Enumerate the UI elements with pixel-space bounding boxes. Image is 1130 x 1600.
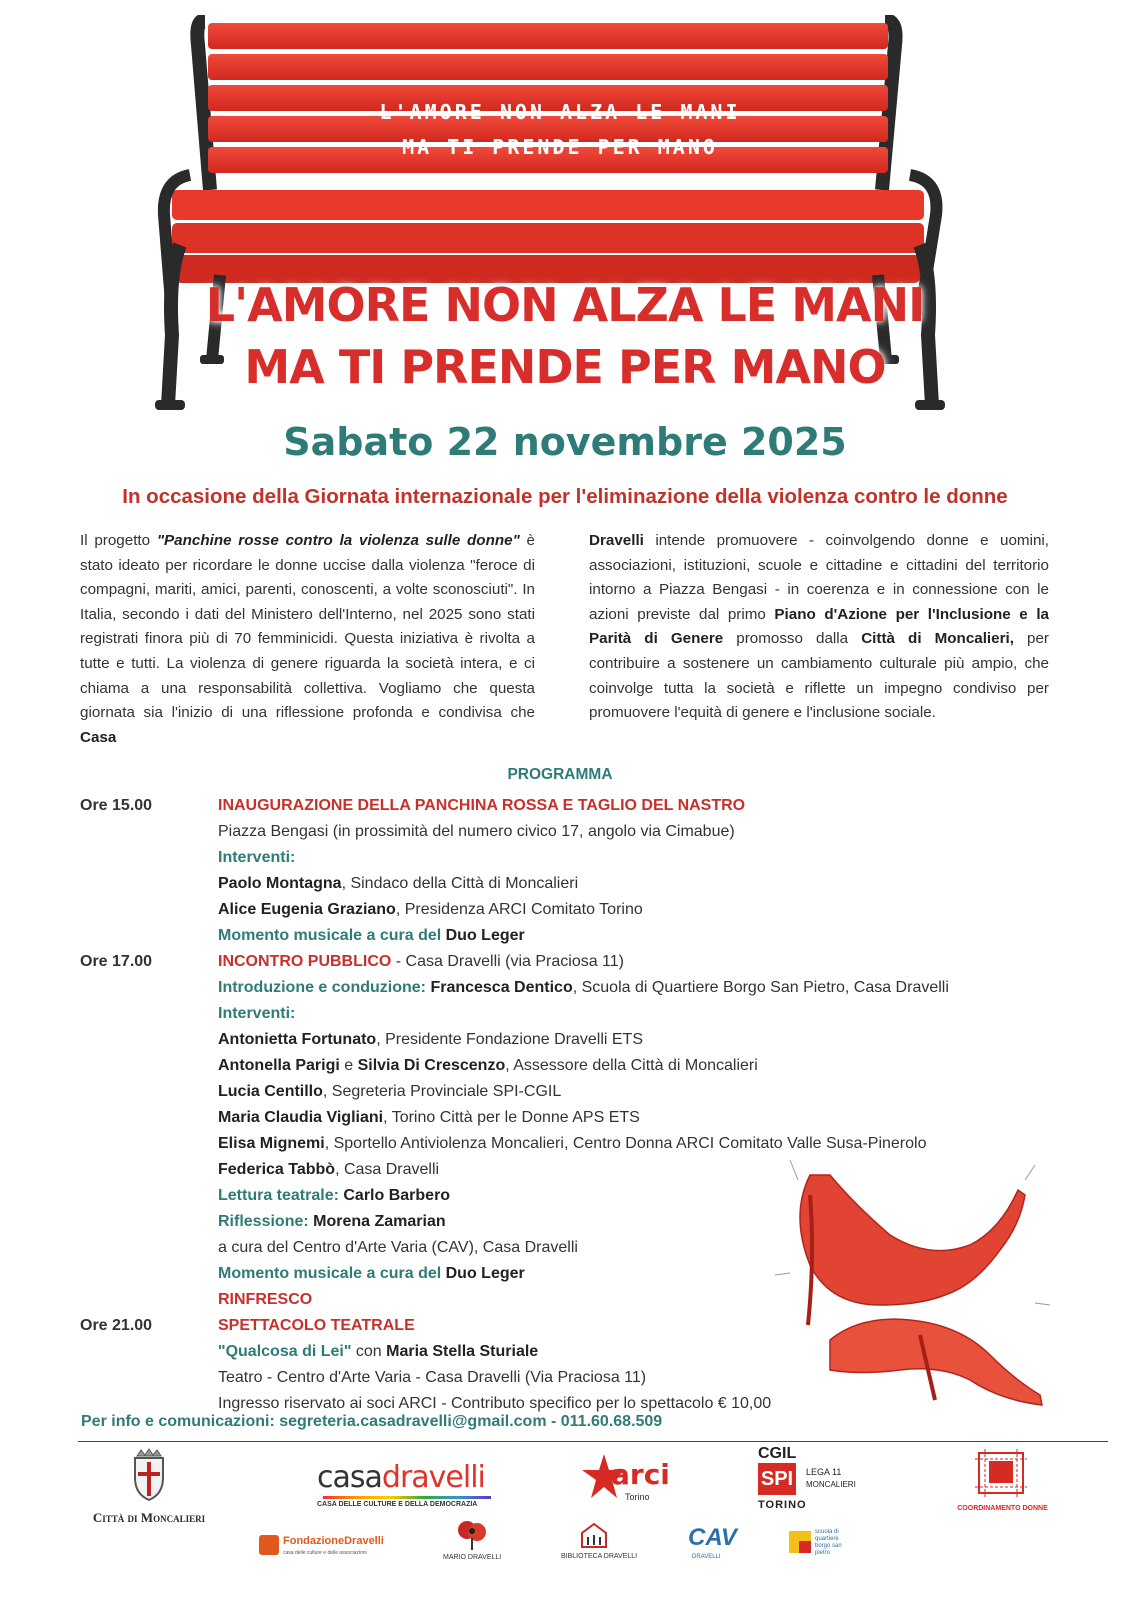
programme-entry <box>218 1313 415 1339</box>
library-icon <box>579 1521 609 1549</box>
programme-entry-text: Antonietta Fortunato <box>218 1031 377 1048</box>
programme-entry-text: "Qualcosa di Lei" <box>218 1343 352 1360</box>
programme-entry <box>218 1235 578 1261</box>
programme-entry <box>218 1131 926 1157</box>
biblioteca-dravelli-logo: BIBLIOTECA DRAVELLI <box>561 1521 631 1567</box>
programme-entry <box>218 793 745 819</box>
coordinamento-mark-icon <box>971 1445 1031 1500</box>
programme-entry <box>218 1027 643 1053</box>
programme-entry-text: INCONTRO PUBBLICO <box>218 953 392 970</box>
programme-entry-text: , Casa Dravelli <box>335 1161 440 1178</box>
programme-entry-text: Francesca Dentico <box>430 979 573 996</box>
programme-entry <box>218 1053 758 1079</box>
programme-entry <box>218 1287 312 1313</box>
programme-entry-text: RINFRESCO <box>218 1291 313 1308</box>
programme-entry-text: - Casa Dravelli (via Praciosa 11) <box>391 953 624 970</box>
programme-entry <box>218 1261 525 1287</box>
programme-entry-text: , Presidenza ARCI Comitato Torino <box>395 901 643 918</box>
programme-entry-text: Momento musicale a cura del <box>218 927 446 944</box>
programme-entry <box>218 819 735 845</box>
programme-entry-text: Interventi: <box>218 1005 296 1022</box>
main-title-line-2: MA TI PRENDE PER MANO <box>244 340 886 394</box>
programme-entry-text: Maria Stella Sturiale <box>386 1343 539 1360</box>
programme-entry <box>218 1105 640 1131</box>
occasion-subtitle: In occasione della Giornata internazionale per l'eliminazione della violenza contro le donne <box>122 485 1008 508</box>
programme-entry <box>218 1001 295 1027</box>
programme-entry-text: , Sportello Antiviolenza Moncalieri, Centro Donna ARCI Comitato Valle Susa-Pinerolo <box>324 1135 927 1152</box>
programme-entry <box>218 1365 646 1391</box>
programme-entry <box>218 871 578 897</box>
programme-entry-text: SPETTACOLO TEATRALE <box>218 1317 415 1334</box>
coordinamento-donne-logo: COORDINAMENTO DONNE <box>955 1445 1050 1517</box>
casadravelli-logo: casadravelli CASA DELLE CULTURE E DELLA DEMOCRAZIA <box>317 1460 492 1512</box>
programme-entry <box>218 923 525 949</box>
intro-text-right: Dravelli intende promuovere - coinvolgendo donne e uomini, associazioni, istituzioni, scuole e cittadine e cittadini del territorio intorno a Piazza Bengasi - in coerenza e in connessione con le azioni previste dal primo Piano d'Azione per l'Inclusione e la Parità di Genere promosso dalla Città di Moncalieri, per contribuire a sostenere un cambiamento culturale più ampio, che coinvolge tutta la società e riflette un impegno condiviso per promuovere l'equità di genere e l'inclusione sociale. <box>589 532 1049 722</box>
programme-entry-text: Antonella Parigi <box>218 1057 340 1074</box>
programme-entry <box>218 897 643 923</box>
programme-entry-text: Elisa Mignemi <box>218 1135 325 1152</box>
programme-time: Ore 21.00 <box>80 1317 153 1334</box>
programme-entry-text: Lettura teatrale: <box>218 1187 344 1204</box>
programme-entry-text: , Assessore della Città di Moncalieri <box>505 1057 758 1074</box>
red-shoes-illustration <box>770 1155 1060 1415</box>
poppy-icon <box>455 1518 489 1550</box>
programme-entry-text: Introduzione e conduzione: <box>218 979 431 996</box>
programme-entry <box>218 1339 538 1365</box>
cav-logo: CAV DRAVELLI <box>688 1524 737 1560</box>
arci-logo: arci Torino <box>581 1452 671 1517</box>
programme-entry <box>218 1209 446 1235</box>
programme-entry <box>218 975 949 1001</box>
programme-entry-text: Riflessione: <box>218 1213 314 1230</box>
programme-entry-text: Carlo Barbero <box>343 1187 451 1204</box>
programme-entry-text: Silvia Di Crescenzo <box>357 1057 506 1074</box>
bench-slogan-line-1: L'AMORE NON ALZA LE MANI <box>379 100 741 124</box>
programme-entry-text: , Segreteria Provinciale SPI-CGIL <box>322 1083 562 1100</box>
programme-entry-text: , Presidente Fondazione Dravelli ETS <box>376 1031 643 1048</box>
programme-entry-text: , Torino Città per le Donne APS ETS <box>383 1109 640 1126</box>
programme-entry-text: , Sindaco della Città di Moncalieri <box>341 875 579 892</box>
programme-entry <box>218 845 295 871</box>
intro-text-left: Il progetto "Panchine rosse contro la violenza sulle donne" è stato ideato per ricordare le donne uccise dalla violenza "feroce di compagni, mariti, amici, parenti, conoscenti, a volte sconosciuti". In Italia, secondo i dati del Ministero dell'Interno, nel 2025 sono stati registrati finora più di 70 femminicidi. Questa iniziativa è rivolta a tutte e tutti. La violenza di genere riguarda la società intera, e ci chiama a una responsabilità collettiva. Vogliamo che questa giornata sia l'inizio di una riflessione profonda e condivisa che Casa <box>80 532 535 746</box>
footer-divider <box>78 1441 1108 1442</box>
programme-entry-text: , Scuola di Quartiere Borgo San Pietro, Casa Dravelli <box>572 979 949 996</box>
programme-entry-text: Morena Zamarian <box>313 1213 446 1230</box>
programme-entry-text: Paolo Montagna <box>218 875 342 892</box>
programme-entry-text: e <box>339 1057 358 1074</box>
programme-entry-text: Duo Leger <box>445 927 525 944</box>
scuola-di-quartiere-logo: scuola di quartiere borgo san pietro <box>789 1527 859 1561</box>
programme-time: Ore 17.00 <box>80 953 153 970</box>
programme-entry <box>218 949 624 975</box>
programme-entry-text: Alice Eugenia Graziano <box>218 901 396 918</box>
mario-dravelli-logo: MARIO DRAVELLI <box>443 1518 503 1568</box>
programme-entry-text: Piazza Bengasi (in prossimità del numero civico 17, angolo via Cimabue) <box>218 823 735 840</box>
programme-entry <box>218 1079 561 1105</box>
programme-entry-text: Federica Tabbò <box>218 1161 336 1178</box>
programme-heading: PROGRAMMA <box>507 766 613 783</box>
programme-entry-text: Teatro - Centro d'Arte Varia - Casa Dravelli (Via Praciosa 11) <box>218 1369 647 1386</box>
programme-entry-text: Lucia Centillo <box>218 1083 323 1100</box>
programme-entry-text: Interventi: <box>218 849 296 866</box>
contact-info: Per info e comunicazioni: segreteria.casadravelli@gmail.com - 011.60.68.509 <box>81 1413 663 1430</box>
programme-entry-text: Maria Claudia Vigliani <box>218 1109 384 1126</box>
programme-entry-text: Duo Leger <box>445 1265 525 1282</box>
spi-cgil-logo: CGIL SPI LEGA 11 MONCALIERI TORINO <box>758 1445 856 1511</box>
fondazione-dravelli-logo: FondazioneDravelli casa delle culture e delle associazioni <box>259 1531 379 1567</box>
programme-entry-text: con <box>351 1343 387 1360</box>
moncalieri-logo: Città di Moncalieri <box>88 1448 210 1538</box>
event-date: Sabato 22 novembre 2025 <box>283 420 847 464</box>
programme-entry <box>218 1183 450 1209</box>
bench-slogan-line-2: MA TI PRENDE PER MANO <box>402 135 718 159</box>
programme-entry-text: a cura del Centro d'Arte Varia (CAV), Casa Dravelli <box>218 1239 578 1256</box>
coat-of-arms-icon <box>129 1448 169 1504</box>
programme-entry-text: INAUGURAZIONE DELLA PANCHINA ROSSA E TAGLIO DEL NASTRO <box>218 797 746 814</box>
programme-entry-text: Momento musicale a cura del <box>218 1265 446 1282</box>
programme-entry-text: Ingresso riservato ai soci ARCI - Contributo specifico per lo spettacolo € 10,00 <box>218 1395 772 1412</box>
programme-time: Ore 15.00 <box>80 797 153 814</box>
main-title-line-1: L'AMORE NON ALZA LE MANI <box>205 278 925 332</box>
programme-entry <box>218 1157 439 1183</box>
